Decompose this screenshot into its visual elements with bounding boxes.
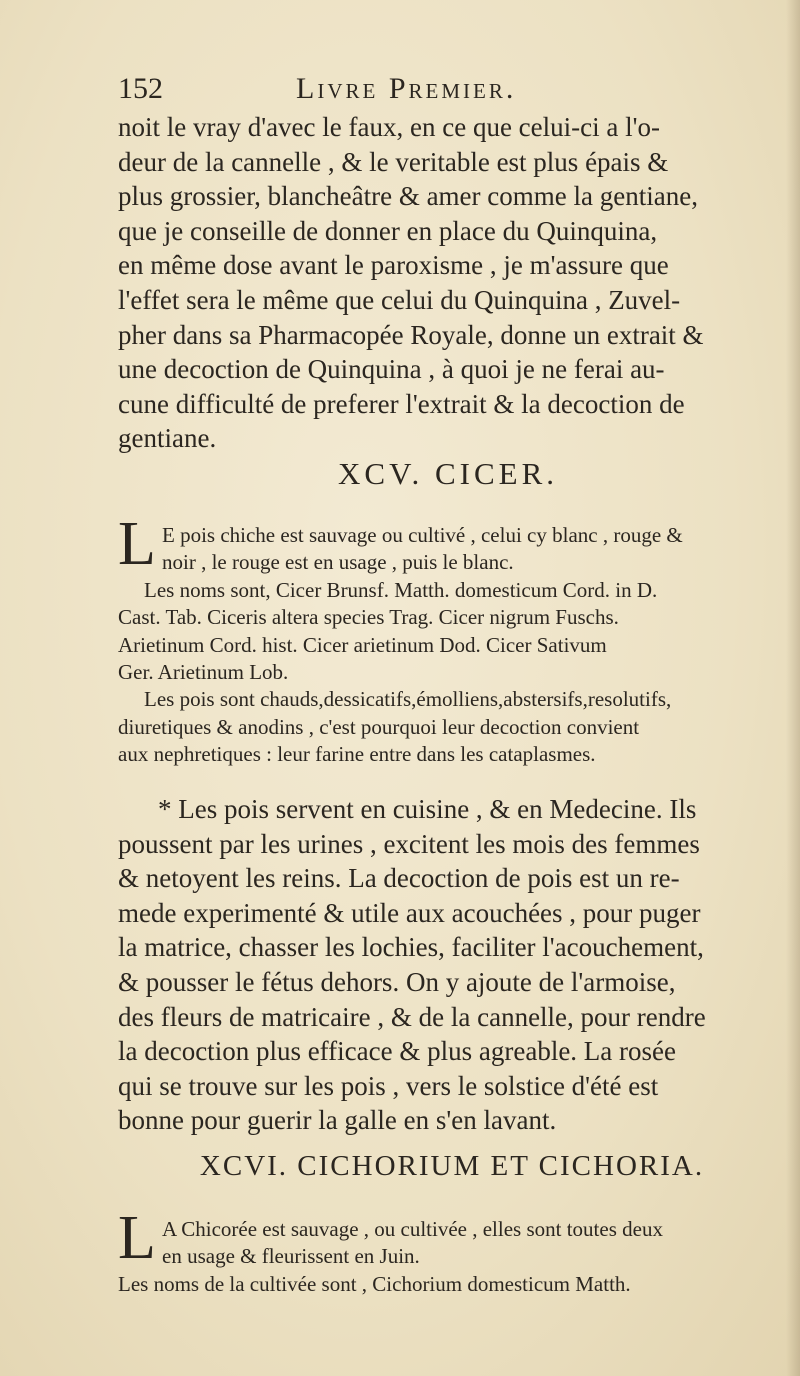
text-line: Ger. Arietinum Lob. xyxy=(118,660,289,685)
text-line: deur de la cannelle , & le veritable est plus épais & xyxy=(118,146,669,177)
text-line: noit le vray d'avec le faux, en ce que celui-ci a l'o- xyxy=(118,112,660,142)
section-heading-xcvi: XCVI. CICHORIUM ET CICHORIA. xyxy=(199,1150,705,1182)
cichorium-description xyxy=(118,1216,783,1298)
text-line: l'effet sera le même que celui du Quinquina , Zuvel- xyxy=(118,284,681,315)
cicer-commentary xyxy=(118,792,783,1138)
text-line: en même dose avant le paroxisme , je m'assure que xyxy=(118,250,669,281)
text-line: E pois chiche est sauvage ou cultivé , celui cy blanc , rouge & xyxy=(162,523,683,547)
text-line: aux nephretiques : leur farine entre dans les cataplasmes. xyxy=(118,742,596,767)
text-line: Les pois sont chauds,dessicatifs,émolliens,abstersifs,resolutifs, xyxy=(144,687,672,712)
text-line: pher dans sa Pharmacopée Royale, donne un extrait & xyxy=(118,319,704,350)
cicer-description xyxy=(118,522,783,769)
text-line: en usage & fleurissent en Juin. xyxy=(162,1244,420,1269)
text-line: Les noms sont, Cicer Brunsf. Matth. domesticum Cord. in D. xyxy=(144,577,658,602)
paragraph-continuation xyxy=(118,110,783,456)
text-line: noir , le rouge est en usage , puis le blanc. xyxy=(162,550,514,575)
page-number: 152 xyxy=(118,72,163,105)
text-line: des fleurs de matricaire , & de la cannelle, pour rendre xyxy=(118,1001,706,1032)
text-line: bonne pour guerir la galle en s'en lavant. xyxy=(118,1105,557,1136)
text-line: que je conseille de donner en place du Quinquina, xyxy=(118,215,658,246)
text-line: * Les pois servent en cuisine , & en Medecine. Ils xyxy=(158,794,697,824)
text-line: la decoction plus efficace & plus agreable. La rosée xyxy=(118,1036,676,1067)
text-line: & netoyent les reins. La decoction de pois est un re- xyxy=(118,863,680,894)
text-line: gentiane. xyxy=(118,423,217,454)
text-line: diuretiques & anodins , c'est pourquoi leur decoction convient xyxy=(118,714,640,739)
text-line: poussent par les urines , excitent les mois des femmes xyxy=(118,828,700,859)
text-line: la matrice, chasser les lochies, faciliter l'acouchement, xyxy=(118,932,704,963)
text-line: A Chicorée est sauvage , ou cultivée , elles sont toutes deux xyxy=(162,1217,663,1241)
page-header xyxy=(118,72,758,112)
text-line: cune difficulté de preferer l'extrait & la decoction de xyxy=(118,388,685,419)
text-line: & pousser le fétus dehors. On y ajoute de l'armoise, xyxy=(118,966,676,997)
drop-cap: L xyxy=(118,510,156,578)
text-line: Les noms de la cultivée sont , Cichorium domesticum Matth. xyxy=(118,1271,631,1296)
section-heading-xcv: XCV. CICER. xyxy=(338,456,558,491)
text-line: une decoction de Quinquina , à quoi je ne ferai au- xyxy=(118,354,665,385)
text-line: mede experimenté & utile aux acouchées , pour puger xyxy=(118,897,701,928)
drop-cap: L xyxy=(118,1204,156,1272)
text-line: Cast. Tab. Ciceris altera species Trag. Cicer nigrum Fuschs. xyxy=(118,605,619,630)
text-line: plus grossier, blancheâtre & amer comme la gentiane, xyxy=(118,181,698,212)
text-line: Arietinum Cord. hist. Cicer arietinum Dod. Cicer Sativum xyxy=(118,632,607,657)
text-line: qui se trouve sur les pois , vers le solstice d'été est xyxy=(118,1070,659,1101)
running-title: Livre Premier. xyxy=(296,72,517,105)
